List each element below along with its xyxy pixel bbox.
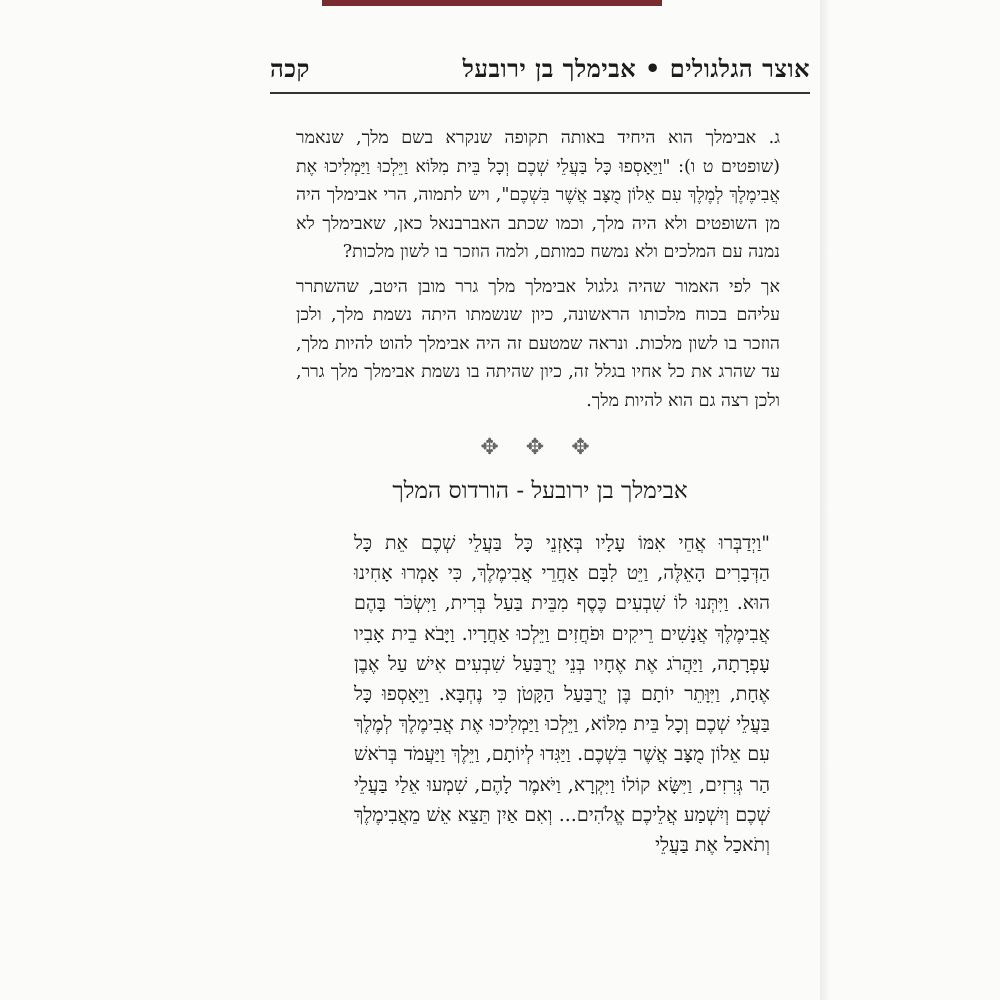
header-divider xyxy=(270,92,810,94)
running-title: אוצר הגלגולים • אבימלך בן ירובעל xyxy=(462,54,810,83)
section-ornament: ✥ ✥ ✥ xyxy=(480,435,600,460)
body-text xyxy=(270,124,810,415)
page-number: קכה xyxy=(270,54,310,83)
running-header xyxy=(270,40,810,84)
section-title: אבימלך בן ירובעל - הורדוס המלך xyxy=(392,478,688,504)
paragraph-2: אך לפי האמור שהיה גלגול אבימלך מלך גרר מובן היטב, שהשתרר עליהם בכוח מלכותו הראשונה, כיון שנשמתו היתה נשמת מלך, ולכן הוזכר בו לשון מלכות. ונראה שמטעם זה היה אבימלך להוט להיות מלך, עד שהרג את כל אחיו בגלל זה, כיון שהיתה בו נשמת אבימלך מלך גרר, ולכן רצה גם הוא להיות מלך. xyxy=(296,276,780,411)
quote-text: "וַיְדַבְּרוּ אֲחֵי אִמּוֹ עָלָיו בְּאָזְנֵי כָּל בַּעֲלֵי שְׁכֶם אֵת כָּל הַדְּבָרִים הָאֵלֶּה, וַיֵּט לִבָּם אַחֲרֵי אֲבִימֶלֶךְ, כִּי אָמְרוּ אָחִינוּ הוּא. וַיִּתְּנוּ לוֹ שִׁבְעִים כֶּסֶף מִבֵּית בַּעַל בְּרִית, וַיִּשְׂכֹּר בָּהֶם אֲבִימֶלֶךְ אֲנָשִׁים רֵיקִים וּפֹחֲזִים וַיֵּלְכוּ אַחֲרָיו. וַיָּבֹא בֵית אָבִיו עָפְרָתָה, וַיַּהֲרֹג אֶת אֶחָיו בְּנֵי יְרֻבַּעַל שִׁבְעִים אִישׁ עַל אֶבֶן אֶחָת, וַיִּוָּתֵר יוֹתָם בֶּן יְרֻבַּעַל הַקָּטֹן כִּי נֶחְבָּא. וַיֵּאָסְפוּ כָּל בַּעֲלֵי שְׁכֶם וְכָל בֵּית מִלּוֹא, וַיֵּלְכוּ וַיַּמְלִיכוּ אֶת אֲבִימֶלֶךְ לְמֶלֶךְ עִם אֵלוֹן מֻצָּב אֲשֶׁר בִּשְׁכֶם. וַיַּגִּדוּ לְיוֹתָם, וַיֵּלֶךְ וַיַּעֲמֹד בְּרֹאשׁ הַר גְּרִזִים, וַיִּשָּׂא קוֹלוֹ וַיִּקְרָא, וַיֹּאמֶר לָהֶם, שִׁמְעוּ אֵלַי בַּעֲלֵי שְׁכֶם וְיִשְׁמַע אֲלֵיכֶם אֱלֹהִים... וְאִם אַיִן תֵּצֵא אֵשׁ מֵאֲבִימֶלֶךְ וְתֹאכַל אֶת בַּעֲלֵי xyxy=(354,532,770,857)
paragraph-1: ג. אבימלך הוא היחיד באותה תקופה שנקרא בשם מלך, שנאמר (שופטים ט ו): "וַיֵּאָסְפוּ כָּל בַּעֲלֵי שְׁכֶם וְכָל בֵּית מִלּוֹא וַיֵּלְכוּ וַיַּמְלִיכוּ אֶת אֲבִימֶלֶךְ לְמֶלֶךְ עִם אֵלוֹן מֻצָּב אֲשֶׁר בִּשְׁכֶם", ויש לתמוה, הרי אבימלך היה מן השופטים ולא היה מלך, וכמו שכתב האברבנאל כאן, שאבימלך לא נמנה עם המלכים ולא נמשח כמותם, ולמה הוזכר בו לשון מלכות? xyxy=(296,128,780,262)
book-page xyxy=(270,40,810,1000)
top-edge-bar xyxy=(322,0,662,6)
page-gutter-shadow xyxy=(820,0,830,1000)
scripture-quote xyxy=(270,528,810,860)
